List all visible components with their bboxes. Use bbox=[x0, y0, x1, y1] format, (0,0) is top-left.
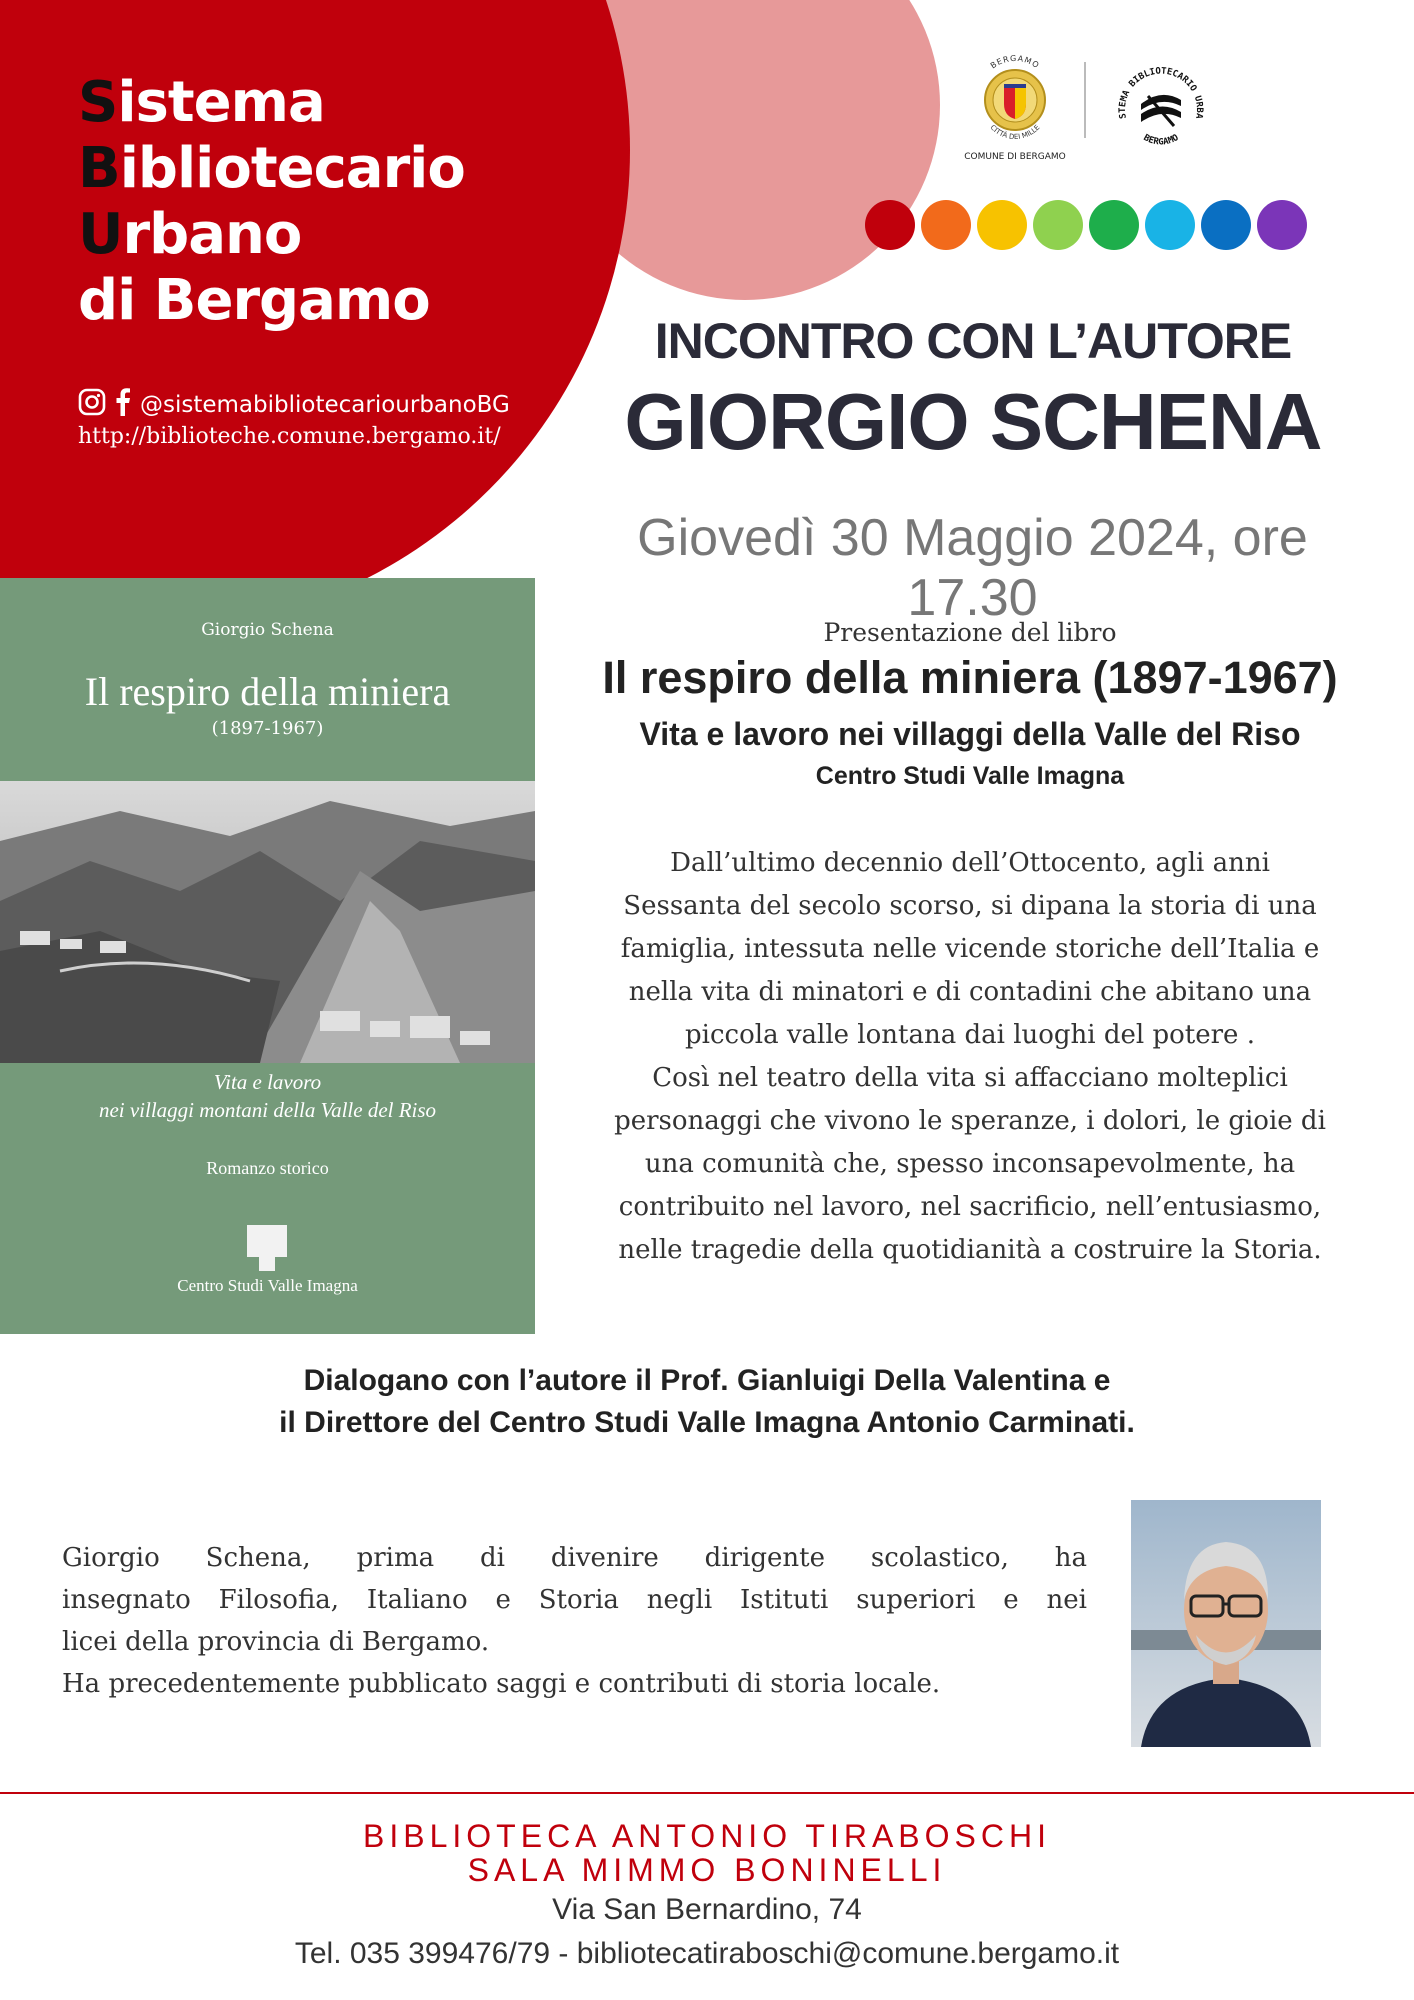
bio-line: Giorgio Schena, prima di divenire dirigente scolastico, ha bbox=[62, 1543, 1087, 1573]
synopsis-line: nella vita di minatori e di contadini che abitano una bbox=[628, 977, 1312, 1007]
synopsis-line: Sessanta del secolo scorso, si dipana la storia di una bbox=[623, 891, 1317, 921]
color-dot bbox=[1257, 200, 1307, 250]
book-subtitle: Vita e lavoro nei villaggi della Valle del Riso bbox=[639, 716, 1301, 752]
color-dot bbox=[1145, 200, 1195, 250]
author-name: GIORGIO SCHENA bbox=[624, 377, 1322, 466]
event-kicker: INCONTRO CON L’AUTORE bbox=[654, 313, 1292, 369]
social-handle[interactable]: @sistemabibliotecariourbanoBG bbox=[140, 392, 510, 418]
title-line-2: Bibliotecario bbox=[78, 136, 465, 201]
comune-logo-label: COMUNE DI BERGAMO bbox=[964, 152, 1066, 162]
social-links bbox=[78, 388, 510, 422]
cover-author: Giorgio Schena bbox=[201, 620, 334, 640]
presentation-kicker: Presentazione del libro bbox=[823, 618, 1117, 647]
library-system-title bbox=[78, 70, 465, 334]
sbu-logo-bottom-text: BERGAMO bbox=[1141, 132, 1181, 148]
book-publisher: Centro Studi Valle Imagna bbox=[815, 762, 1125, 790]
synopsis-line: una comunità che, spesso inconsapevolmente, ha bbox=[644, 1149, 1296, 1179]
sbu-logo bbox=[1108, 56, 1214, 162]
bio-line: Ha precedentemente pubblicato saggi e contributi di storia locale. bbox=[62, 1669, 941, 1699]
cover-title: Il respiro della miniera bbox=[84, 669, 451, 714]
footer-divider bbox=[0, 1792, 1414, 1794]
bio-line: licei della provincia di Bergamo. bbox=[62, 1627, 490, 1657]
venue-contact: Tel. 035 399476/79 - bibliotecatiraboschi@comune.bergamo.it bbox=[294, 1937, 1120, 1970]
instagram-icon[interactable] bbox=[78, 388, 106, 422]
color-dot bbox=[1033, 200, 1083, 250]
cover-subtitle-line2: nei villaggi montani della Valle del Riso bbox=[98, 1098, 437, 1122]
facebook-icon[interactable] bbox=[114, 388, 132, 422]
title-line-3: Urbano bbox=[78, 202, 302, 267]
author-bio bbox=[62, 1537, 1087, 1705]
synopsis-line: nelle tragedie della quotidianità a costruire la Storia. bbox=[618, 1235, 1322, 1265]
color-dot bbox=[977, 200, 1027, 250]
title-line-4: di Bergamo bbox=[78, 268, 430, 333]
color-dot bbox=[1201, 200, 1251, 250]
dialogue-participants bbox=[100, 1360, 1314, 1444]
synopsis-line: Dall’ultimo decennio dell’Ottocento, agli anni bbox=[670, 848, 1270, 878]
book-cover bbox=[0, 578, 535, 1334]
color-dots-strip bbox=[865, 200, 1307, 250]
sbu-logo-ring-text: STEMA BIBLIOTECARIO URBA bbox=[1117, 66, 1205, 120]
svg-text:BERGAMO bbox=[989, 54, 1041, 71]
color-dot bbox=[1089, 200, 1139, 250]
venue-library: BIBLIOTECA ANTONIO TIRABOSCHI bbox=[363, 1818, 1051, 1854]
cover-genre: Romanzo storico bbox=[206, 1158, 329, 1178]
title-line-1: Sistema bbox=[78, 70, 325, 135]
cover-mountain-photo bbox=[0, 781, 535, 1063]
comune-logo-motto: CITTÀ DEI MILLE bbox=[988, 123, 1042, 142]
cover-publisher: Centro Studi Valle Imagna bbox=[177, 1276, 358, 1295]
dialogue-line-2: il Direttore del Centro Studi Valle Imagna Antonio Carminati. bbox=[279, 1406, 1135, 1439]
color-dot bbox=[865, 200, 915, 250]
bio-line: insegnato Filosofia, Italiano e Storia negli Istituti superiori e nei bbox=[62, 1585, 1087, 1615]
venue-address: Via San Bernardino, 74 bbox=[552, 1893, 862, 1926]
website-link[interactable]: http://biblioteche.comune.bergamo.it/ bbox=[78, 424, 501, 449]
comune-di-bergamo-logo bbox=[960, 48, 1070, 162]
event-date: Giovedì 30 Maggio 2024, ore 17.30 bbox=[637, 509, 1308, 627]
cover-subtitle-line1: Vita e lavoro bbox=[213, 1070, 322, 1094]
svg-text:BERGAMO bbox=[1142, 133, 1181, 148]
cover-years: (1897-1967) bbox=[211, 718, 324, 739]
color-dot bbox=[921, 200, 971, 250]
venue-room: SALA MIMMO BONINELLI bbox=[467, 1852, 947, 1888]
publisher-logo-icon bbox=[245, 1223, 289, 1273]
author-photo bbox=[1131, 1500, 1321, 1747]
dialogue-line-1: Dialogano con l’autore il Prof. Gianluigi Della Valentina e bbox=[303, 1364, 1111, 1397]
synopsis-line: Così nel teatro della vita si affacciano molteplici bbox=[652, 1063, 1288, 1093]
synopsis-line: piccola valle lontana dai luoghi del potere . bbox=[685, 1020, 1255, 1050]
book-title: Il respiro della miniera (1897-1967) bbox=[602, 652, 1338, 703]
synopsis-line: famiglia, intessuta nelle vicende storiche dell’Italia e bbox=[620, 934, 1320, 964]
comune-logo-top-text: BERGAMO bbox=[988, 53, 1042, 71]
logo-divider bbox=[1084, 62, 1086, 138]
synopsis-line: contribuito nel lavoro, nel sacrificio, nell’entusiasmo, bbox=[618, 1192, 1322, 1222]
book-synopsis bbox=[560, 842, 1380, 1272]
synopsis-line: personaggi che vivono le speranze, i dolori, le gioie di bbox=[614, 1106, 1326, 1136]
